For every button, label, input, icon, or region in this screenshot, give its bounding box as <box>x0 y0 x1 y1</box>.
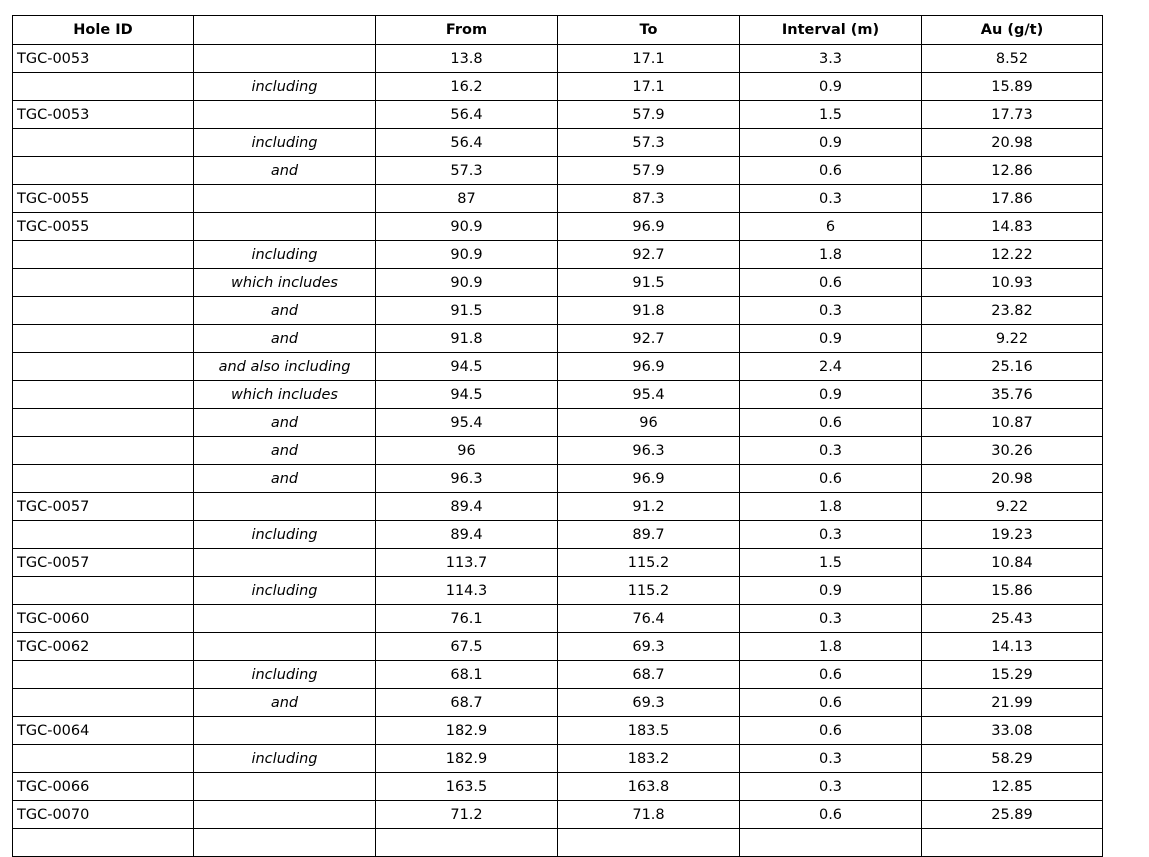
from-cell: 94.5 <box>376 353 558 381</box>
to-cell: 57.3 <box>558 129 740 157</box>
qualifier-cell: including <box>194 129 376 157</box>
to-cell: 96.9 <box>558 213 740 241</box>
qualifier-cell: including <box>194 521 376 549</box>
interval-cell: 0.6 <box>740 409 922 437</box>
qualifier-cell <box>194 549 376 577</box>
table-row <box>13 633 1103 661</box>
interval-cell: 0.9 <box>740 73 922 101</box>
interval-cell: 1.8 <box>740 241 922 269</box>
qualifier-cell: which includes <box>194 269 376 297</box>
table-row <box>13 353 1103 381</box>
au-grade-cell: 14.13 <box>922 633 1103 661</box>
interval-cell: 0.9 <box>740 325 922 353</box>
to-cell: 71.8 <box>558 801 740 829</box>
qualifier-cell: and <box>194 297 376 325</box>
table-row <box>13 605 1103 633</box>
table-row <box>13 157 1103 185</box>
hole-id-cell: TGC-0053 <box>13 45 194 73</box>
to-cell: 95.4 <box>558 381 740 409</box>
to-cell: 92.7 <box>558 241 740 269</box>
hole-id-cell <box>13 297 194 325</box>
interval-cell: 0.3 <box>740 185 922 213</box>
to-cell: 57.9 <box>558 101 740 129</box>
hole-id-cell <box>13 241 194 269</box>
interval-cell: 6 <box>740 213 922 241</box>
hole-id-cell <box>13 577 194 605</box>
au-grade-cell: 35.76 <box>922 381 1103 409</box>
hole-id-cell: TGC-0060 <box>13 605 194 633</box>
qualifier-cell: and <box>194 409 376 437</box>
to-cell: 17.1 <box>558 73 740 101</box>
header-to: To <box>558 16 740 45</box>
from-cell: 76.1 <box>376 605 558 633</box>
hole-id-cell <box>13 409 194 437</box>
au-grade-cell: 33.08 <box>922 717 1103 745</box>
qualifier-cell <box>194 773 376 801</box>
au-grade-cell: 9.22 <box>922 493 1103 521</box>
hole-id-cell: TGC-0057 <box>13 493 194 521</box>
au-grade-cell: 8.52 <box>922 45 1103 73</box>
table-row <box>13 745 1103 773</box>
qualifier-cell <box>194 717 376 745</box>
table-row <box>13 73 1103 101</box>
au-grade-cell: 9.22 <box>922 325 1103 353</box>
hole-id-cell <box>13 437 194 465</box>
au-grade-cell: 14.83 <box>922 213 1103 241</box>
qualifier-cell: which includes <box>194 381 376 409</box>
to-cell: 183.5 <box>558 717 740 745</box>
au-grade-cell: 58.29 <box>922 745 1103 773</box>
qualifier-cell: including <box>194 745 376 773</box>
drill-results-table <box>12 15 1103 857</box>
hole-id-cell <box>13 521 194 549</box>
interval-cell: 0.6 <box>740 689 922 717</box>
from-cell: 57.3 <box>376 157 558 185</box>
hole-id-cell <box>13 157 194 185</box>
from-cell: 95.4 <box>376 409 558 437</box>
from-cell: 91.5 <box>376 297 558 325</box>
interval-cell: 0.9 <box>740 129 922 157</box>
from-cell: 71.2 <box>376 801 558 829</box>
table-row <box>13 521 1103 549</box>
au-grade-cell: 25.43 <box>922 605 1103 633</box>
table-body <box>13 45 1103 857</box>
from-cell: 56.4 <box>376 101 558 129</box>
header-row <box>13 16 1103 45</box>
to-cell: 183.2 <box>558 745 740 773</box>
hole-id-cell: TGC-0062 <box>13 633 194 661</box>
qualifier-cell: including <box>194 577 376 605</box>
interval-cell: 2.4 <box>740 353 922 381</box>
qualifier-cell: and <box>194 437 376 465</box>
hole-id-cell <box>13 73 194 101</box>
au-grade-cell: 12.86 <box>922 157 1103 185</box>
table-row <box>13 577 1103 605</box>
qualifier-cell: including <box>194 661 376 689</box>
from-cell: 113.7 <box>376 549 558 577</box>
to-cell: 96 <box>558 409 740 437</box>
hole-id-cell <box>13 129 194 157</box>
qualifier-cell: and <box>194 157 376 185</box>
interval-cell: 0.6 <box>740 661 922 689</box>
au-grade-cell: 25.89 <box>922 801 1103 829</box>
au-grade-cell: 17.86 <box>922 185 1103 213</box>
interval-cell: 0.9 <box>740 381 922 409</box>
from-cell: 89.4 <box>376 493 558 521</box>
header-from: From <box>376 16 558 45</box>
to-cell: 69.3 <box>558 633 740 661</box>
au-grade-cell: 15.29 <box>922 661 1103 689</box>
table-row <box>13 101 1103 129</box>
from-cell: 163.5 <box>376 773 558 801</box>
header-qualifier <box>194 16 376 45</box>
interval-cell: 0.6 <box>740 269 922 297</box>
to-cell: 115.2 <box>558 549 740 577</box>
from-cell: 67.5 <box>376 633 558 661</box>
from-cell: 94.5 <box>376 381 558 409</box>
qualifier-cell: including <box>194 241 376 269</box>
to-cell: 163.8 <box>558 773 740 801</box>
hole-id-cell <box>13 745 194 773</box>
table-row <box>13 465 1103 493</box>
from-cell: 182.9 <box>376 717 558 745</box>
interval-cell: 0.6 <box>740 157 922 185</box>
au-grade-cell: 10.93 <box>922 269 1103 297</box>
from-cell: 56.4 <box>376 129 558 157</box>
hole-id-cell: TGC-0055 <box>13 185 194 213</box>
au-grade-cell: 21.99 <box>922 689 1103 717</box>
hole-id-cell <box>13 269 194 297</box>
header-hole-id: Hole ID <box>13 16 194 45</box>
au-grade-cell: 19.23 <box>922 521 1103 549</box>
table-row <box>13 129 1103 157</box>
table-row <box>13 269 1103 297</box>
table-row <box>13 661 1103 689</box>
qualifier-cell <box>194 45 376 73</box>
qualifier-cell <box>194 185 376 213</box>
from-cell: 91.8 <box>376 325 558 353</box>
interval-cell: 0.3 <box>740 745 922 773</box>
table-row <box>13 493 1103 521</box>
hole-id-cell <box>13 381 194 409</box>
interval-cell: 0.6 <box>740 801 922 829</box>
qualifier-cell: including <box>194 73 376 101</box>
interval-cell: 0.3 <box>740 297 922 325</box>
qualifier-cell <box>194 101 376 129</box>
to-cell: 76.4 <box>558 605 740 633</box>
interval-cell: 0.9 <box>740 577 922 605</box>
interval-cell: 0.3 <box>740 521 922 549</box>
hole-id-cell <box>13 829 194 857</box>
table-row <box>13 717 1103 745</box>
from-cell: 13.8 <box>376 45 558 73</box>
au-grade-cell: 10.87 <box>922 409 1103 437</box>
au-grade-cell: 20.98 <box>922 129 1103 157</box>
hole-id-cell <box>13 465 194 493</box>
to-cell: 57.9 <box>558 157 740 185</box>
interval-cell: 1.8 <box>740 633 922 661</box>
qualifier-cell: and <box>194 465 376 493</box>
hole-id-cell <box>13 325 194 353</box>
to-cell: 96.3 <box>558 437 740 465</box>
table-row <box>13 185 1103 213</box>
au-grade-cell: 25.16 <box>922 353 1103 381</box>
hole-id-cell: TGC-0064 <box>13 717 194 745</box>
from-cell: 96.3 <box>376 465 558 493</box>
from-cell: 89.4 <box>376 521 558 549</box>
qualifier-cell <box>194 605 376 633</box>
interval-cell: 0.6 <box>740 465 922 493</box>
hole-id-cell: TGC-0057 <box>13 549 194 577</box>
qualifier-cell: and <box>194 325 376 353</box>
au-grade-cell: 20.98 <box>922 465 1103 493</box>
qualifier-cell: and <box>194 689 376 717</box>
qualifier-cell <box>194 493 376 521</box>
table-row <box>13 213 1103 241</box>
table-row <box>13 297 1103 325</box>
to-cell: 91.2 <box>558 493 740 521</box>
table-row <box>13 801 1103 829</box>
table-row <box>13 549 1103 577</box>
hole-id-cell: TGC-0066 <box>13 773 194 801</box>
interval-cell: 0.3 <box>740 773 922 801</box>
qualifier-cell: and also including <box>194 353 376 381</box>
from-cell: 182.9 <box>376 745 558 773</box>
from-cell: 90.9 <box>376 213 558 241</box>
qualifier-cell <box>194 633 376 661</box>
to-cell: 92.7 <box>558 325 740 353</box>
table-row <box>13 325 1103 353</box>
table-row <box>13 437 1103 465</box>
hole-id-cell: TGC-0070 <box>13 801 194 829</box>
table-row <box>13 241 1103 269</box>
to-cell: 17.1 <box>558 45 740 73</box>
to-cell: 91.5 <box>558 269 740 297</box>
qualifier-cell <box>194 801 376 829</box>
interval-cell: 0.6 <box>740 717 922 745</box>
interval-cell: 1.8 <box>740 493 922 521</box>
table-row <box>13 409 1103 437</box>
au-grade-cell <box>922 829 1103 857</box>
to-cell: 68.7 <box>558 661 740 689</box>
from-cell: 90.9 <box>376 241 558 269</box>
to-cell: 91.8 <box>558 297 740 325</box>
header-interval: Interval (m) <box>740 16 922 45</box>
interval-cell: 0.3 <box>740 605 922 633</box>
au-grade-cell: 12.85 <box>922 773 1103 801</box>
header-au-grade: Au (g/t) <box>922 16 1103 45</box>
au-grade-cell: 15.89 <box>922 73 1103 101</box>
from-cell: 114.3 <box>376 577 558 605</box>
from-cell: 16.2 <box>376 73 558 101</box>
table-row <box>13 773 1103 801</box>
table-row <box>13 381 1103 409</box>
to-cell: 96.9 <box>558 353 740 381</box>
to-cell: 87.3 <box>558 185 740 213</box>
au-grade-cell: 12.22 <box>922 241 1103 269</box>
au-grade-cell: 15.86 <box>922 577 1103 605</box>
hole-id-cell <box>13 689 194 717</box>
interval-cell: 1.5 <box>740 549 922 577</box>
to-cell: 69.3 <box>558 689 740 717</box>
qualifier-cell <box>194 829 376 857</box>
table-row <box>13 45 1103 73</box>
to-cell: 115.2 <box>558 577 740 605</box>
interval-cell: 0.3 <box>740 437 922 465</box>
interval-cell: 1.5 <box>740 101 922 129</box>
interval-cell <box>740 829 922 857</box>
from-cell: 90.9 <box>376 269 558 297</box>
to-cell <box>558 829 740 857</box>
from-cell: 96 <box>376 437 558 465</box>
au-grade-cell: 30.26 <box>922 437 1103 465</box>
au-grade-cell: 17.73 <box>922 101 1103 129</box>
to-cell: 89.7 <box>558 521 740 549</box>
interval-cell: 3.3 <box>740 45 922 73</box>
table-row <box>13 689 1103 717</box>
table-row <box>13 829 1103 857</box>
from-cell: 87 <box>376 185 558 213</box>
hole-id-cell: TGC-0055 <box>13 213 194 241</box>
from-cell: 68.1 <box>376 661 558 689</box>
qualifier-cell <box>194 213 376 241</box>
from-cell: 68.7 <box>376 689 558 717</box>
au-grade-cell: 10.84 <box>922 549 1103 577</box>
to-cell: 96.9 <box>558 465 740 493</box>
from-cell <box>376 829 558 857</box>
hole-id-cell <box>13 353 194 381</box>
au-grade-cell: 23.82 <box>922 297 1103 325</box>
hole-id-cell <box>13 661 194 689</box>
hole-id-cell: TGC-0053 <box>13 101 194 129</box>
